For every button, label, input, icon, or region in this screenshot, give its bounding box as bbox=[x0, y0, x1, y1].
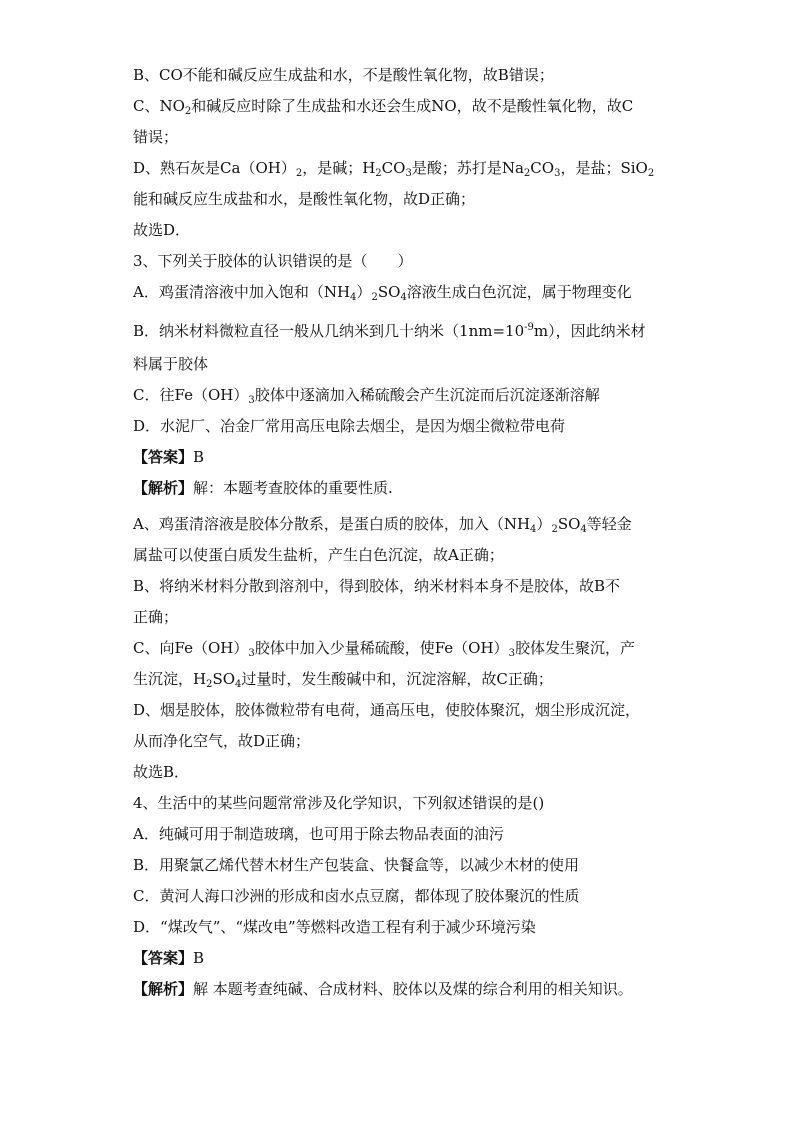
question-3-answer: 【答案】B bbox=[133, 448, 205, 466]
analysis-a-line-1: A、鸡蛋清溶液是胶体分散系，是蛋白质的胶体，加入$(NH_4)_2SO_4$等轻金 bbox=[133, 515, 632, 535]
analysis-d-line-1: D、烟是胶体，胶体微粒带有电荷，通高压电，使胶体聚沉，烟尘形成沉淀， bbox=[133, 701, 641, 719]
analysis-c-line-1: C、向$Fe(OH)_3$胶体中加入少量稀硫酸，使$Fe(OH)_3$胶体发生聚沉，产 bbox=[133, 639, 635, 659]
question-3-option-c: C．往$Fe(OH)_3$胶体中逐滴加入稀硫酸会产生沉淀而后沉淀逐渐溶解 bbox=[133, 386, 600, 406]
question-4-answer: 【答案】B bbox=[133, 949, 205, 967]
question-4-option-d: D．“煤改气”、“煤改电”等燃料改造工程有利于减少环境污染 bbox=[133, 918, 536, 936]
question-3-option-a: A．鸡蛋清溶液中加入饱和$(NH_4)_2SO_4$溶液生成白色沉淀，属于物理变化 bbox=[133, 283, 632, 303]
question-4-option-b: B．用聚氯乙烯代替木材生产包装盒、快餐盒等，以减少木材的使用 bbox=[133, 856, 580, 874]
analysis-c-line-2: 生沉淀，$H_2SO_4$过量时，发生酸碱中和，沉淀溶解，故C正确； bbox=[133, 670, 553, 690]
text-line-d-cont: 能和碱反应生成盐和水，是酸性氧化物，故D正确； bbox=[133, 190, 476, 208]
question-3-option-d: D．水泥厂、冶金厂常用高压电除去烟尘，是因为烟尘微粒带电荷 bbox=[133, 417, 566, 435]
question-4-option-a: A．纯碱可用于制造玻璃，也可用于除去物品表面的油污 bbox=[133, 825, 504, 843]
question-4-analysis: 【解析】解 本题考查纯碱、合成材料、胶体以及煤的综合利用的相关知识。 bbox=[133, 980, 633, 998]
question-3-option-b-cont: 料属于胶体 bbox=[133, 355, 209, 373]
question-3-analysis: 【解析】解：本题考查胶体的重要性质. bbox=[133, 479, 393, 497]
text-line-c-no2: C、$NO_2$和碱反应时除了生成盐和水还会生成NO，故不是酸性氧化物，故C bbox=[133, 97, 634, 117]
text-line-answer-d: 故选D． bbox=[133, 221, 191, 239]
question-4-title: 4、生活中的某些问题常常涉及化学知识，下列叙述错误的是() bbox=[133, 794, 545, 812]
analysis-b-line-1: B、将纳米材料分散到溶剂中，得到胶体，纳米材料本身不是胶体，故B不 bbox=[133, 577, 621, 595]
question-3-final-answer: 故选B． bbox=[133, 763, 190, 781]
analysis-b-line-2: 正确； bbox=[133, 608, 179, 626]
question-3-option-b: B．纳米材料微粒直径一般从几纳米到几十纳米$(1nm=10^{-9}m)$，因此纳米材 bbox=[133, 322, 646, 340]
analysis-d-line-2: 从而净化空气，故D正确； bbox=[133, 732, 311, 750]
text-line-b-co: B、CO不能和碱反应生成盐和水，不是酸性氧化物，故B错误； bbox=[133, 66, 554, 84]
question-4-option-c: C．黄河人海口沙洲的形成和卤水点豆腐，都体现了胶体聚沉的性质 bbox=[133, 887, 580, 905]
text-line-c-cont: 错误； bbox=[133, 128, 179, 146]
question-3-title: 3、下列关于胶体的认识错误的是（ ） bbox=[133, 252, 413, 270]
text-line-d-caoh2: D、熟石灰是$Ca(OH)_2$，是碱；$H_2CO_3$是酸；苏打是$Na_2CO_3$，是盐；SiO$_2$ bbox=[133, 159, 655, 179]
analysis-a-line-2: 属盐可以使蛋白质发生盐析，产生白色沉淀，故A正确； bbox=[133, 546, 504, 564]
